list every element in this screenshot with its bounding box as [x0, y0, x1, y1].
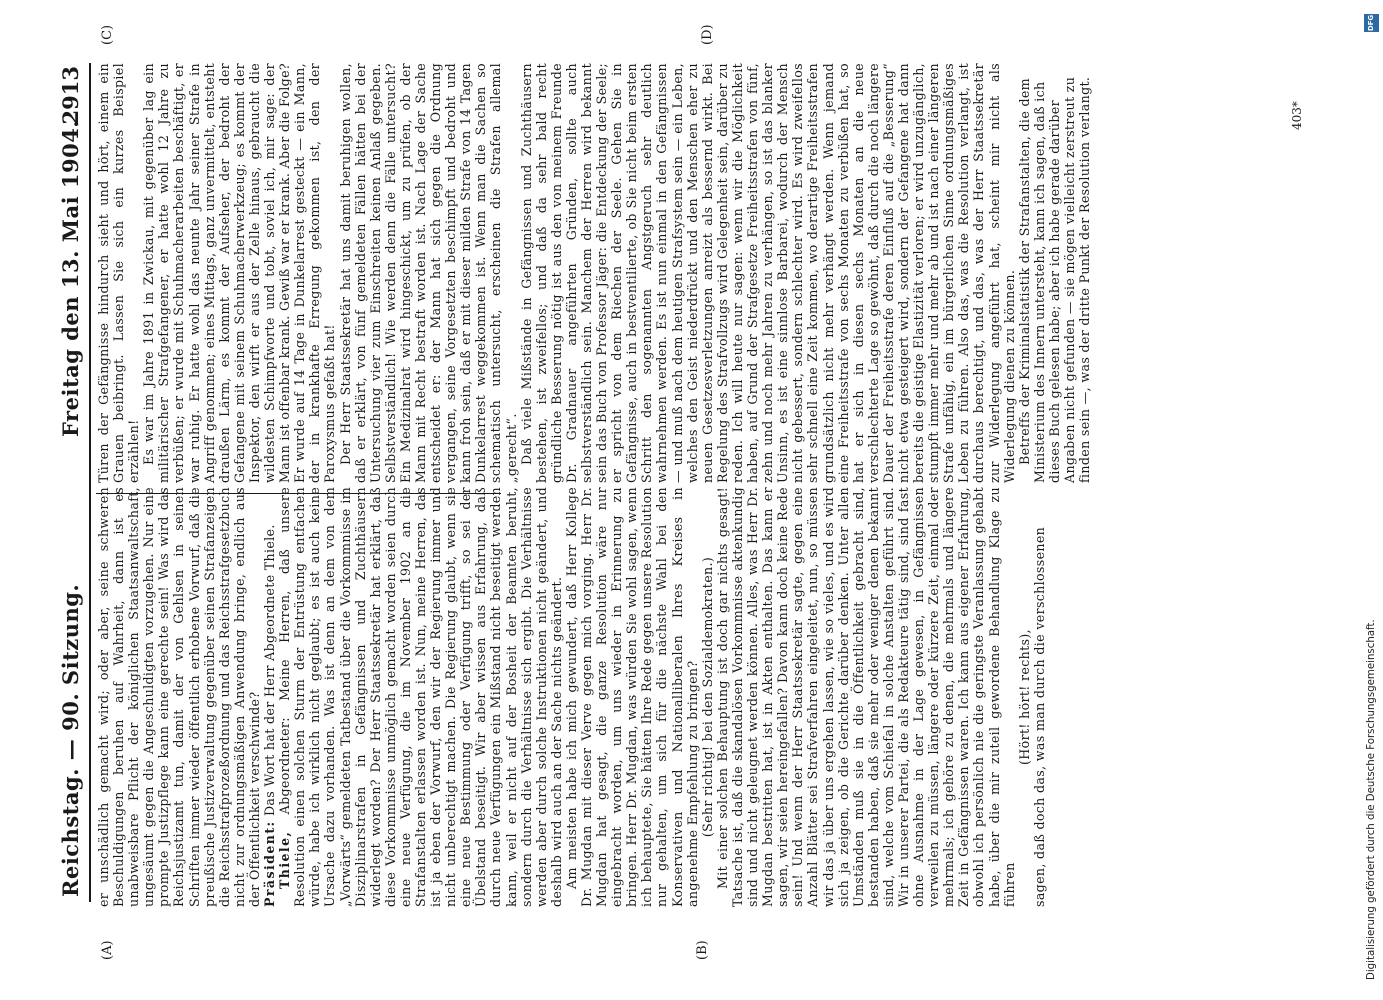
credit-text: Digitalisierung gefördert durch die Deutsche Forschungsgemeinschaft.	[1366, 619, 1377, 980]
dfg-logo: DFG	[1364, 14, 1379, 32]
paragraph-text: Am meisten habe ich mich gewundert, daß Herr Kollege Dr. Mugdan mit dieser Verve gegen mich vorging. Herr Dr. Mugdan hat gesagt, die ganze Resolution wäre nur eingebracht worden, um uns wieder in Erinnerung zu bringen. Herr Dr. Mugdan, was würden Sie wohl sagen, wenn ich behauptete, Sie hätten Ihre Rede gegen unsere Resolution nur gehalten, um sich für die nächste Wahl bei den Konservativen und Nationalliberalen Ihres Kreises in angenehme Empfehlung zu bringen?	[563, 487, 700, 907]
left-column	[96, 487, 1047, 907]
paragraph	[262, 487, 277, 907]
paragraph-text: Abgeordneter: Meine Herren, daß unsere Resolution einen solchen Sturm der Entrüstung entfachen würde, habe ich wirklich nicht geglaubt; es ist auch keine Ursache dazu vorhanden. Was ist denn an dem von dem „Vorwärts“ gemeldeten Tatbestand über die Vorkommnisse im Disziplinarstrafen in Gefängnissen und Zuchthäusern widerlegt worden? Der Herr Staatssekretär hat erklärt, daß diese Vorkommnisse unmöglich gemacht worden seien durch eine neue Verfügung, die im November 1902 an die Strafanstalten erlassen worden ist. Nun, meine Herren, das ist ja eben der Vorwurf, den wir der Regierung immer und nicht unberechtigt machen. Die Regierung glaubt, wenn sie eine neue Bestimmung oder Verfügung trifft, so sei der Übelstand beseitigt. Wir aber wissen aus Erfahrung, daß durch neue Verfügungen ein Mißstand nicht beseitigt werden kann, weil er nicht auf der Bosheit der Beamten beruht, sondern durch die Verhältnisse sich ergibt. Die Verhältnisse werden aber durch solche Instruktionen nicht geändert, und deshalb wird auch an der Sache nichts geändert.	[277, 487, 564, 907]
digitization-credit	[1364, 14, 1380, 980]
paragraph	[519, 63, 1017, 483]
speaker-name: Präsident:	[262, 820, 278, 907]
paragraph-text: Es war im Jahre 1891 in Zwickau, mit gegenüber lag ein militärischer Strafgefangener, er hatte wohl 12 Jahre zu verbüßen; er wurde mit Schuhmacherarbeiten beschäftigt, er war ruhig. Er hatte wohl das neunte Jahr seiner Strafe in Angriff genommen; eines Mittags, ganz unvermittelt, entsteht draußen Lärm, es kommt der Aufseher, der bedroht der Gefangene mit seinem Schuhmacherwerkzeug; es kommt der Inspektor, den wirft er aus der Zelle hinaus, gebraucht die wildesten Schimpfworte und tobt, soviel ich, mir sage: der Mann ist offenbar krank. Gewiß war er krank. Aber die Folge? Er wurde auf 14 Tage in Dunkelarrest gesteckt — ein Mann, der in krankhafte Erregung gekommen ist, den der Paroxysmus gefaßt hat!	[141, 63, 338, 483]
header-page-number: 2913	[58, 66, 83, 125]
paragraph	[96, 487, 262, 907]
column-divider	[96, 493, 501, 494]
page-header	[56, 8, 88, 992]
right-column	[96, 63, 1092, 483]
paragraph-text: er unschädlich gemacht wird; oder aber, seine schweren Beschuldigungen beruhen auf Wahrheit, dann ist es unabweisbare Pflicht der königlichen Staatsanwaltschaft, ungesäumt gegen die Angeschuldigten vorzugehen. Nur eine prompte Justizpflege kann eine gerechte sein! Was wird das Reichsjustizamt tun, damit der von Gehlsen in seinen Schriften immer wieder öffentlich erhobene Vorwurf, daß die preußische Justizverwaltung gegenüber seinen Strafanzeigen die Reichsstrafprozeßordnung und das Reichsstrafgesetzbuch nicht zur ordnungsmäßigen Anwendung bringe, endlich aus der Öffentlichkeit verschwinde?	[96, 487, 262, 907]
paragraph	[564, 487, 700, 907]
speaker-name: Thiele,	[277, 830, 293, 889]
paragraph	[141, 63, 337, 483]
paragraph-text: (Hört! hört! rechts),	[1016, 629, 1032, 765]
paragraph-text: sagen, daß doch das, was man durch die verschlossenen	[1031, 526, 1047, 907]
paragraph-text: Mit einer solchen Behauptung ist doch gar nichts gesagt! Tatsache ist, daß die skandalösen Vorkommnisse aktenkundig sind und nicht geleugnet werden können. Alles, was Herr Dr. Mugdan bestritten hat, ist in Akten enthalten. Das kann er sagen, wir seien hereingefallen? Davon kann doch keine Rede sein! Und wenn der Herr Staatssekretär sagte, gegen eine Anzahl Blätter sei Strafverfahren eingeleitet, nun, so müssen wir das ja über uns ergehen lassen, wie so vieles, und es wird sich ja zeigen, ob die Gerichte darüber denken. Unter allen Umständen muß sie in die Öffentlichkeit gebracht sind, bestanden haben, daß sie mehr oder weniger denen bekannt sind, welche vom Schiefal in solche Anstalten geführt sind. Wir in unserer Partei, die als Redakteure tätig sind, sind fast ohne Ausnahme in der Lage gewesen, in Gefängnissen verweilen zu müssen, längere oder kürzere Zeit, einmal oder mehrmals; ich gehöre zu denen, die mehrmals und längere Zeit in Gefängnissen waren. Ich kann aus eigener Erfahrung, obwohl ich persönlich nie die geringste Veranlassung gehabt habe, über die mir zuteil gewordene Behandlung Klage zu führen	[714, 487, 1017, 907]
paragraph	[96, 63, 141, 483]
margin-mark-c: (C)	[100, 24, 115, 45]
paragraph	[1017, 487, 1032, 907]
paragraph-text: (Sehr richtig! bei den Sozialdemokraten.)	[699, 556, 715, 838]
paragraph	[700, 487, 715, 907]
paragraph	[277, 487, 564, 907]
margin-mark-b: (B)	[695, 940, 710, 960]
paragraph	[338, 63, 519, 483]
margin-mark-a: (A)	[100, 940, 115, 960]
paragraph-text: Betreffs der Kriminalstatistik der Strafanstalten, die dem Ministerium des Innern untersteht, kann ich sagen, daß ich dieses Buch gelesen habe; aber ich habe gerade darüber Angaben nicht gefunden — sie mögen vielleicht zerstreut zu finden sein —, was der dritte Punkt der Resolution verlangt.	[1016, 76, 1093, 483]
header-title: Reichstag. — 90. Sitzung.	[58, 583, 83, 897]
paragraph-text: Türen der Gefängnisse hindurch sieht und hört, einem ein Grauen beibringt. Lassen Sie sich ein kurzes Beispiel erzählen!	[96, 63, 142, 483]
paragraph	[1017, 63, 1092, 483]
header-rule	[89, 63, 91, 902]
paragraph	[1032, 487, 1047, 907]
header-date: Freitag den 13. Mai 1904.	[58, 119, 83, 437]
page-footer-number: 403*	[1290, 101, 1304, 130]
paragraph-text: Das Wort hat der Herr Abgeordnete Thiele.	[262, 524, 278, 821]
paragraph	[715, 487, 1017, 907]
margin-mark-d: (D)	[700, 24, 715, 45]
paragraph-text: Der Herr Staatssekretär hat uns damit beruhigen wollen, daß er erklärt, von fünf gemeldeten Fällen hätten bei der Untersuchung vier zum Einschreiten keinen Anlaß gegeben. Selbstverständlich! Wie werden denn die Fälle untersucht? Ein Medizinalrat wird hingeschickt, um zu prüfen, ob der Mann mit Recht bestraft worden ist. Nach Lage der Sache entscheidet er: der Mann hat sich gegen die Ordnung vergangen, seine Vorgesetzten beschimpft und bedroht und kann froh sein, daß er mit dieser milden Strafe von 14 Tagen Dunkelarrest weggekommen ist. Wenn man die Sachen so schematisch untersucht, erscheinen die Strafen allemal „gerecht“.	[337, 63, 519, 483]
paragraph-text: Daß viele Mißstände in Gefängnissen und Zuchthäusern bestehen, ist zweifellos; und daß da sehr bald recht gründliche Besserung nötig ist aus den von meinem Freunde Dr. Gradnauer angeführten Gründen, sollte auch selbstverständlich sein. Manchem der Herren wird bekannt sein das Buch von Professor Jäger: die Entdeckung der Seele; er spricht von dem Riechen der Seele. Gehen Sie in Gefängnisse, auch in bestventilierte, ob Sie nicht beim ersten Schritt den sogenannten Angstgeruch sehr deutlich wahrnehmen werden. Es ist nun einmal in den Gefängnissen — und muß nach dem heutigen Strafsystem sein — ein Leben, welches den Geist niederdrückt und den Menschen eher zu neuen Gesetzesverletzungen anreizt als bessernd wirkt. Bei Regelung des Strafvollzugs wird Gelegenheit sein, darüber zu reden. Ich will heute nur sagen: wenn wir die Möglichkeit haben, auf Grund der Strafgesetze Freiheitsstrafen von fünf, zehn und noch mehr Jahren zu verhängen, so ist das blanker Unsinn, es ist eine sinnlose Barbarei, wodurch der Mensch nicht gebessert, sondern schlechter wird. Es wird zweifellos sehr schnell eine Zeit kommen, wo derartige Freiheitsstrafen grundsätzlich nicht mehr verhängt werden. Wenn jemand eine Freiheitsstrafe von sechs Monaten zu verbüßen hat, so hat er sich in diesen sechs Monaten an die neue verschlechterte Lage so gewöhnt, daß durch die noch längere Dauer der Freiheitsstrafe deren Einfluß auf die „Besserung“ nicht etwa gesteigert wird, sondern der Gefangene hat dann bereits die geistige Elastizität verloren; er wird unzugänglich, stumpft immer mehr und mehr ab und ist nach einer längeren Strafe unfähig, ein im bürgerlichen Sinne ordnungsmäßiges Leben zu führen. Also das, was die Resolution verlangt, ist durchaus berechtigt, und das, was der Herr Staatssekretär zur Widerlegung angeführt hat, scheint mir nicht als Widerlegung dienen zu können.	[518, 62, 1017, 483]
